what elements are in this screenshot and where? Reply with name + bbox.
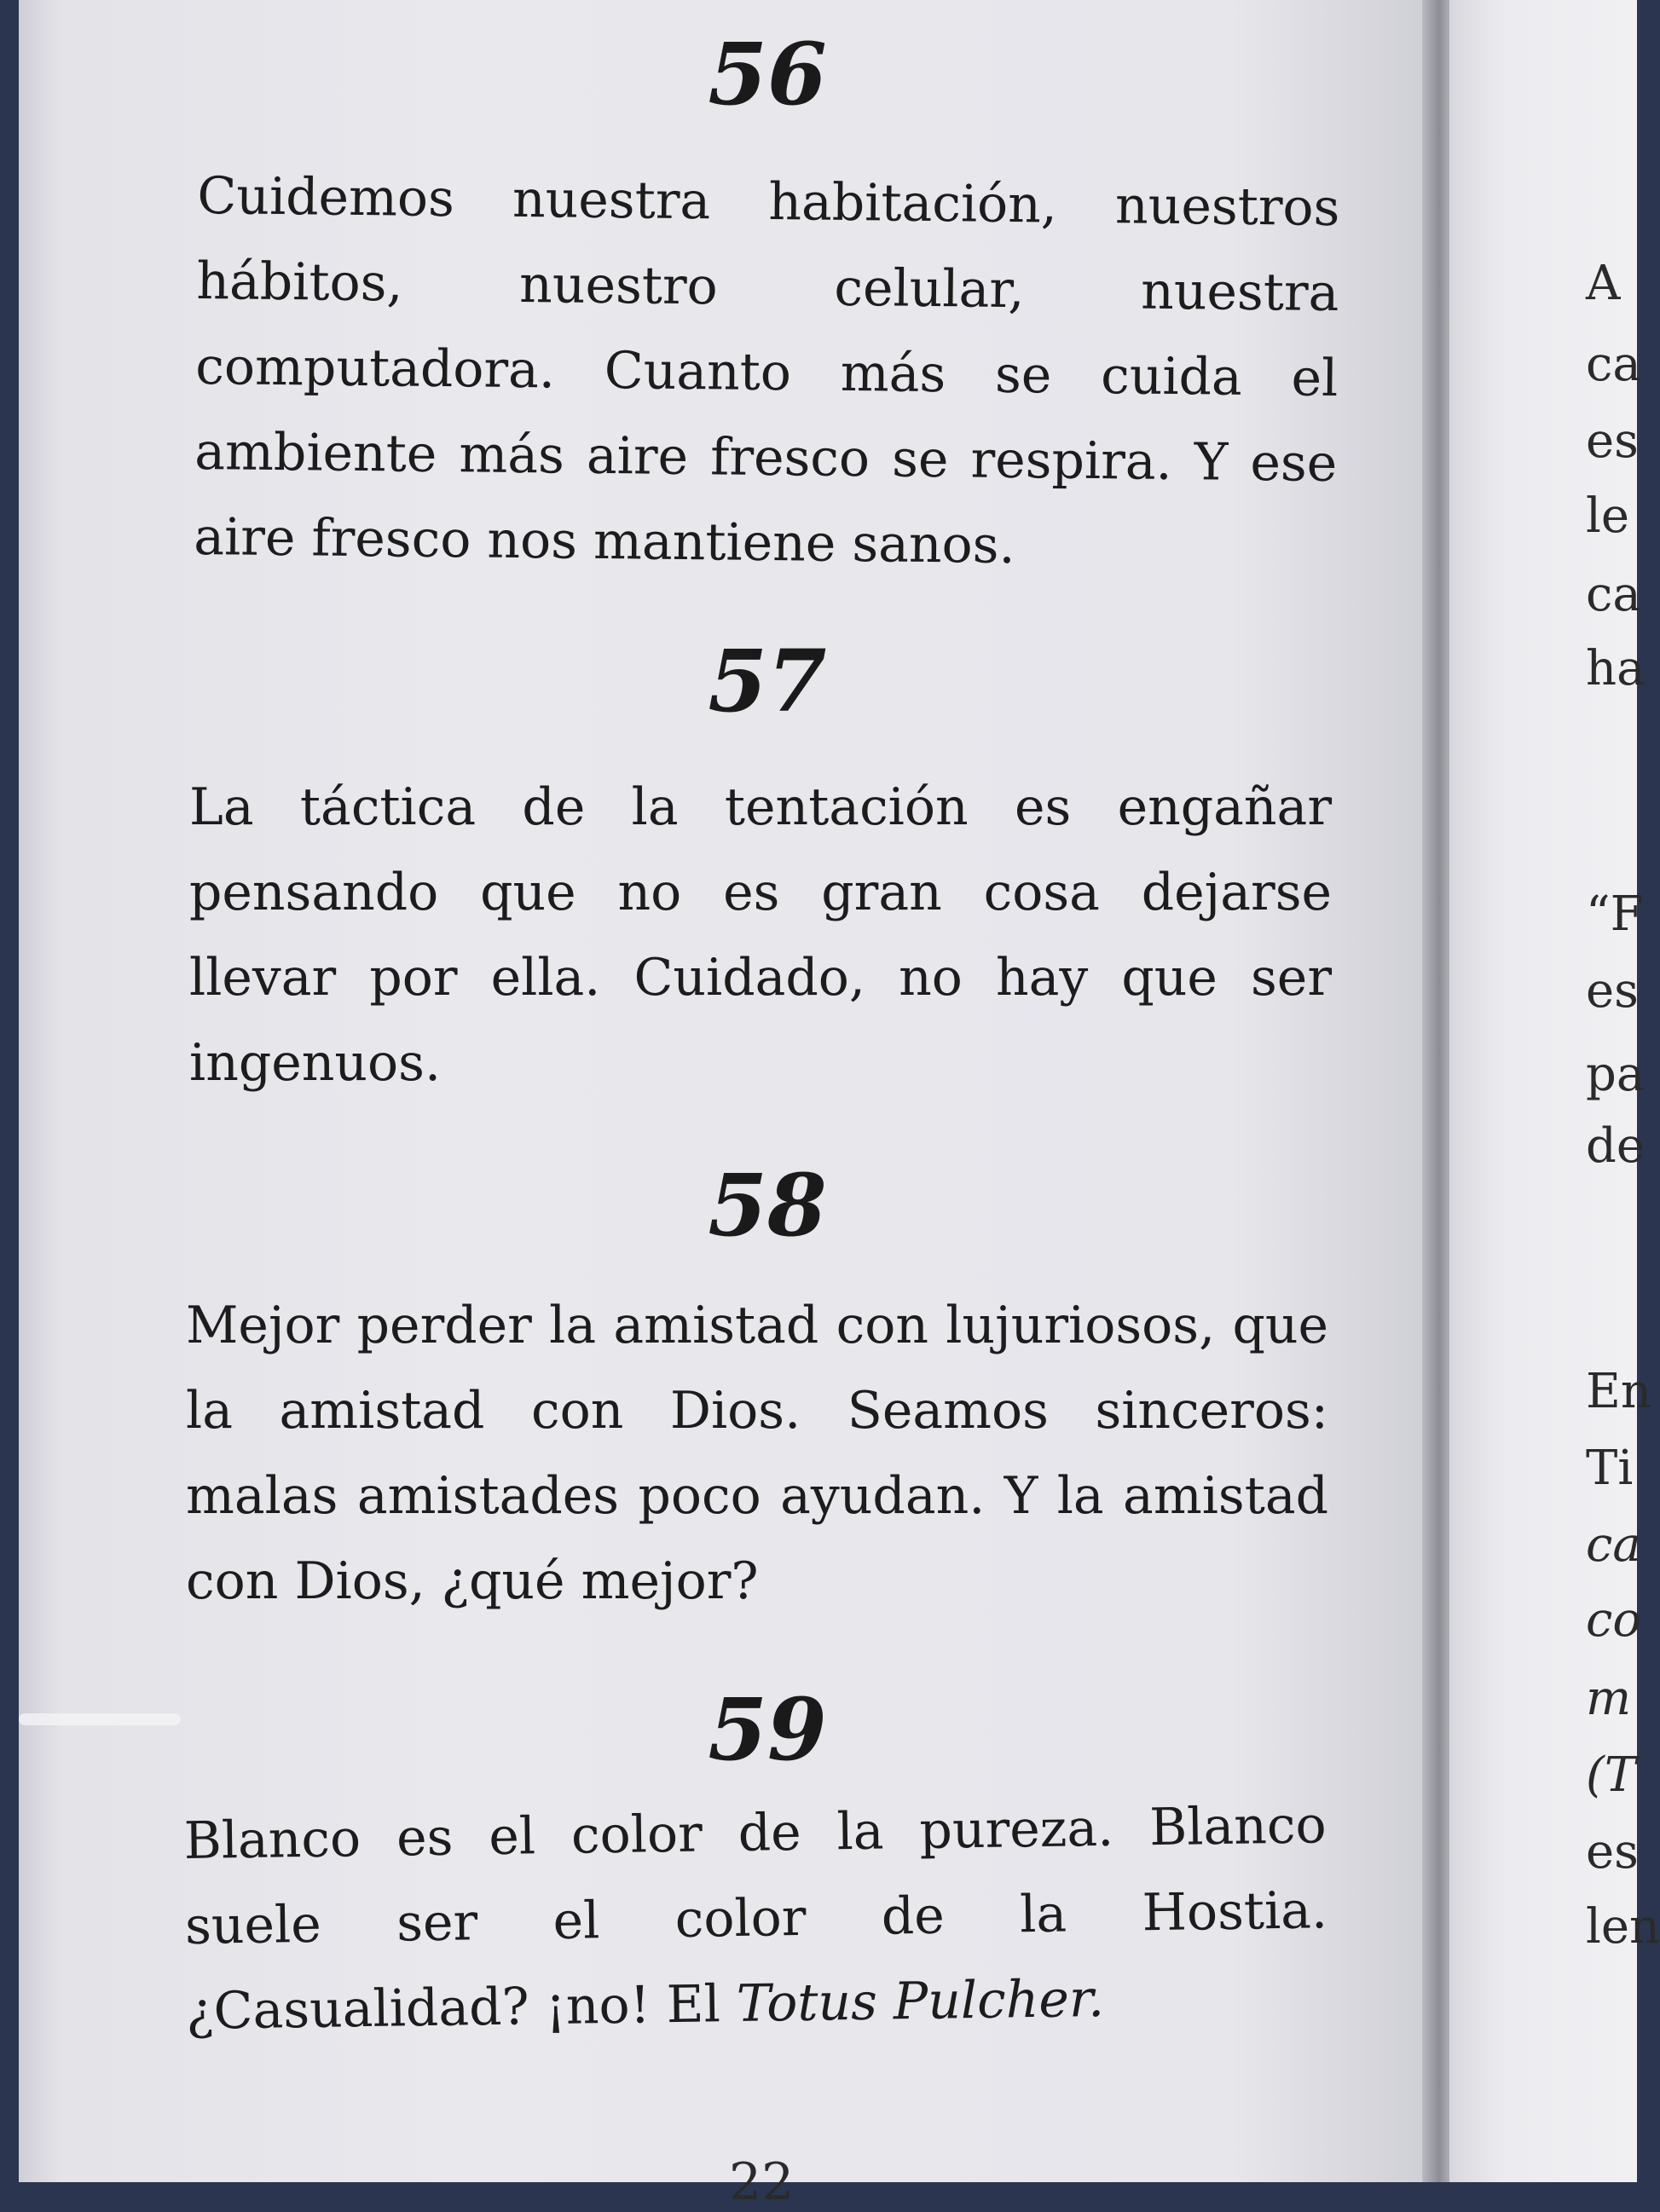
facing-fragment: es [1586, 413, 1639, 469]
facing-fragment: co [1586, 1592, 1642, 1648]
section-text-59 [183, 1782, 1329, 2054]
facing-fragment: es [1586, 1824, 1639, 1880]
section-text-59-latin: Totus Pulcher. [736, 1968, 1105, 2034]
facing-fragment: Ti [1586, 1441, 1634, 1496]
facing-fragment: pa [1586, 1047, 1646, 1102]
page-number: 22 [729, 2152, 795, 2212]
section-number-57: 57 [708, 631, 827, 731]
section-number-56: 56 [708, 24, 827, 124]
facing-fragment: de [1586, 1118, 1645, 1174]
section-number-58: 58 [708, 1155, 827, 1256]
facing-fragment: len [1586, 1899, 1660, 1955]
facing-fragment: “F [1586, 887, 1644, 942]
section-text-56: Cuidemos nuestra habitación, nuestros hábitos, nuestro celular, nuestra computadora. Cuanto más se cuida el ambiente más aire fresco se respira. Y ese aire fresco nos mantiene sanos. [193, 165, 1340, 576]
facing-fragment: le [1586, 488, 1630, 544]
section-text-59-main: Blanco es el color de la pureza. Blanco suele ser el color de la Hostia. ¿Casualidad? ¡no! El [183, 1795, 1328, 2042]
facing-fragment: ha [1586, 641, 1646, 696]
section-number-59: 59 [708, 1679, 827, 1780]
facing-fragment: ca [1586, 1517, 1641, 1573]
facing-fragment: A [1586, 256, 1621, 311]
facing-fragment: (T [1586, 1747, 1637, 1803]
facing-fragment: es [1586, 963, 1639, 1019]
facing-fragment: m [1586, 1671, 1632, 1726]
section-text-57: La táctica de la tentación es engañar pensando que no es gran cosa dejarse llevar por ella. Cuidado, no hay que ser ingenuos. [189, 777, 1332, 1093]
section-text-58: Mejor perder la amistad con lujuriosos, que la amistad con Dios. Seamos sinceros: malas amistades poco ayudan. Y la amistad con Dios, ¿qué mejor? [186, 1296, 1328, 1611]
facing-fragment: ca [1586, 337, 1641, 392]
facing-fragment: En [1586, 1364, 1651, 1419]
facing-fragment: ca [1586, 567, 1641, 622]
